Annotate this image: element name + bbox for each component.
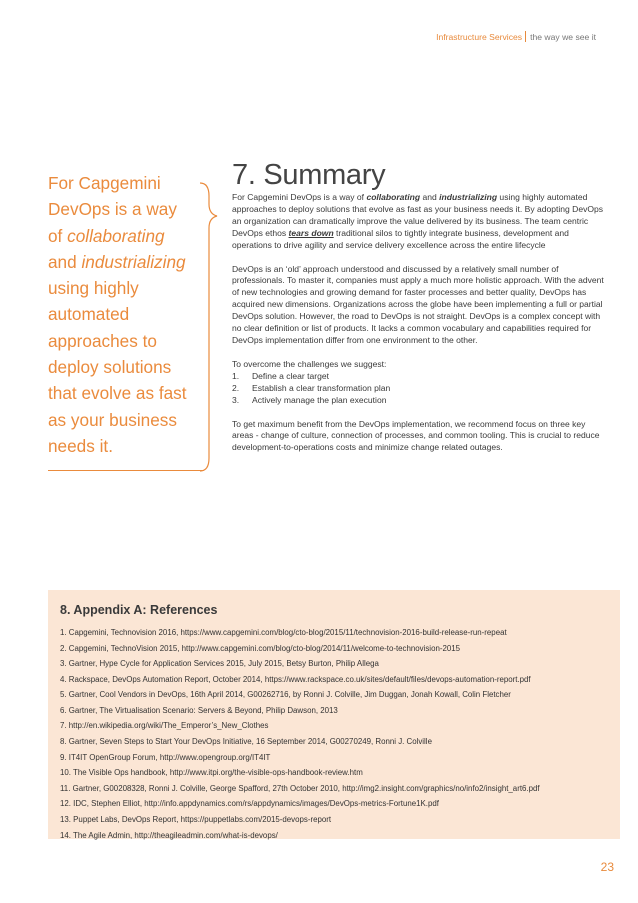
pull-quote-line: automated [48,304,130,325]
list-item: 2. Establish a clear transformation plan [232,382,391,393]
reference-item: 3. Gartner, Hype Cycle for Application Services 2015, July 2015, Betsy Burton, Philip Allega [60,659,379,669]
pull-quote-line: that evolve as fast [48,383,187,404]
reference-item: 2. Capgemini, TechnoVision 2015, http://www.capgemini.com/blog/cto-blog/2014/11/welcome-to-technovision-2015 [60,643,461,653]
pull-quote-line: DevOps is a way [48,199,177,220]
summary-paragraph: DevOps is an ‘old’ approach understood and discussed by a relatively small number of professionals. To master it, companies must apply a much more holistic approach. With the advent of new technologies and growing demand for faster processes and better quality, DevOps has acquired new dimensions. Organizations across the globe have been implementing a full or partial DevOps solution. However, the road to DevOps is not straight. DevOps is a complex concept with no clear definition or list of products. It lacks a common vocabulary and capabilities required for DevOps implementation differ from one environment to the other. [232,263,604,345]
reference-item: 13. Puppet Labs, DevOps Report, https://puppetlabs.com/2015-devops-report [60,814,332,824]
references-list [60,628,606,840]
summary-paragraph: For Capgemini DevOps is a way of collaborating and industrializing using highly automated approaches to deploy solutions that evolve as fast as your business needs it. By adopting DevOps an organization can dramatically improve the value delivered by its business. The team centric DevOps ethos tears down traditional silos to tightly integrate business, development and operations to drive agility and service delivery excellence across the entire lifecycle [232,192,604,250]
reference-item: 6. Gartner, The Virtualisation Scenario: Servers & Beyond, Philip Dawson, 2013 [60,705,338,715]
pull-quote-line: For Capgemini [48,173,161,193]
reference-item: 14. The Agile Admin, http://theagileadmin.com/what-is-devops/ [60,830,278,840]
pull-quote-line: needs it. [48,435,113,456]
page-number: 23 [600,860,614,874]
running-header [436,31,596,42]
reference-item: 12. IDC, Stephen Elliot, http://info.appdynamics.com/rs/appdynamics/images/DevOps-metrics-Fortune1K.pdf [60,799,439,809]
pull-quote [48,170,208,459]
steps-list [232,371,604,407]
reference-item: 1. Capgemini, Technovision 2016, https://www.capgemini.com/blog/cto-blog/2015/11/technovision-2016-build-release-run-repeat [60,628,507,637]
pull-quote-line: as your business [48,409,177,430]
list-item: 1. Define a clear target [232,370,329,381]
pull-quote-line: deploy solutions [48,357,172,378]
section-title: 7. Summary [232,159,386,192]
list-item: 3. Actively manage the plan execution [232,394,387,405]
header-separator [525,31,526,42]
reference-item: 10. The Visible Ops handbook, http://www.itpi.org/the-visible-ops-handbook-review.htm [60,768,363,778]
curly-brace-icon [198,182,220,472]
reference-item: 4. Rackspace, DevOps Automation Report, October 2014, https://www.rackspace.co.uk/sites/default/files/devops-automation-report.pdf [60,674,531,684]
pull-quote-divider [48,470,204,471]
references-box [48,590,620,839]
pull-quote-line: using highly [48,278,139,299]
pull-quote-line: of collaborating [48,225,165,246]
reference-item: 8. Gartner, Seven Steps to Start Your DevOps Initiative, 16 September 2014, G00270249, Ronni J. Colville [60,737,432,747]
header-tagline: the way we see it [530,32,596,42]
reference-item: 9. IT4IT OpenGroup Forum, http://www.opengroup.org/IT4IT [60,752,271,762]
header-brand: Infrastructure Services [436,32,523,42]
reference-item: 7. http://en.wikipedia.org/wiki/The_Emperor’s_New_Clothes [60,721,269,731]
pull-quote-line: approaches to [48,330,157,351]
summary-paragraph: To get maximum benefit from the DevOps implementation, we recommend focus on three key areas - change of culture, connection of processes, and common tooling. This is crucial to reduce development-to-operations costs and minimize change related outages. [232,418,600,453]
references-title: 8. Appendix A: References [60,603,218,617]
summary-body [232,192,604,466]
summary-paragraph: To overcome the challenges we suggest: [232,358,387,369]
pull-quote-line: and industrializing [48,251,186,272]
reference-item: 5. Gartner, Cool Vendors in DevOps, 16th April 2014, G00262716, by Ronni J. Colville, Jim Duggan, Jonah Kowall, Colin Fletcher [60,690,511,700]
reference-item: 11. Gartner, G00208328, Ronni J. Colville, George Spafford, 27th October 2010, http://img2.insight.com/graphics/no/info2/insight_art6.pdf [60,783,540,793]
